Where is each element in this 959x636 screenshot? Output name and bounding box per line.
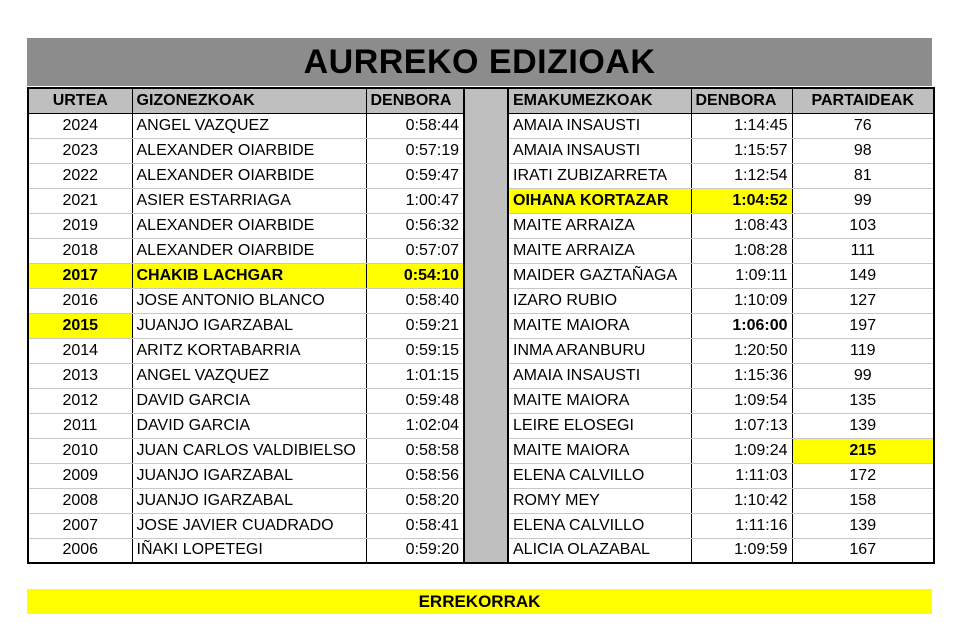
women-time-cell: 1:10:42 — [691, 488, 792, 513]
men-time-cell: 0:59:48 — [366, 388, 464, 413]
men-record-time-cell: 0:54:10 — [366, 263, 464, 288]
women-time-cell: 1:14:45 — [691, 113, 792, 138]
participants-cell: 99 — [792, 188, 934, 213]
column-gap — [464, 263, 508, 288]
column-gap — [464, 288, 508, 313]
header-men-time: DENBORA — [366, 88, 464, 113]
men-time-cell: 0:59:15 — [366, 338, 464, 363]
men-time-cell: 0:58:20 — [366, 488, 464, 513]
men-time-cell: 0:59:20 — [366, 538, 464, 563]
men-winner-cell: ALEXANDER OIARBIDE — [132, 238, 366, 263]
participants-cell: 172 — [792, 463, 934, 488]
women-time-cell: 1:07:13 — [691, 413, 792, 438]
year-cell: 2019 — [28, 213, 132, 238]
men-winner-cell: JOSE JAVIER CUADRADO — [132, 513, 366, 538]
women-winner-cell: ROMY MEY — [508, 488, 691, 513]
header-women: EMAKUMEZKOAK — [508, 88, 691, 113]
women-winner-cell: MAITE MAIORA — [508, 313, 691, 338]
men-winner-cell: JUANJO IGARZABAL — [132, 488, 366, 513]
participants-cell: 127 — [792, 288, 934, 313]
column-gap — [464, 213, 508, 238]
column-gap — [464, 513, 508, 538]
men-record-holder-cell: CHAKIB LACHGAR — [132, 263, 366, 288]
column-gap — [464, 538, 508, 563]
table-row — [28, 463, 934, 488]
men-time-cell: 1:00:47 — [366, 188, 464, 213]
records-bar — [27, 589, 932, 614]
header-men: GIZONEZKOAK — [132, 88, 366, 113]
women-time-cell: 1:11:03 — [691, 463, 792, 488]
year-cell: 2010 — [28, 438, 132, 463]
men-winner-cell: ALEXANDER OIARBIDE — [132, 163, 366, 188]
women-time-cell: 1:20:50 — [691, 338, 792, 363]
year-cell: 2007 — [28, 513, 132, 538]
column-gap — [464, 413, 508, 438]
year-cell: 2006 — [28, 538, 132, 563]
column-gap — [464, 88, 508, 113]
women-time-cell: 1:09:11 — [691, 263, 792, 288]
header-participants: PARTAIDEAK — [792, 88, 934, 113]
table-row — [28, 263, 934, 288]
women-time-cell: 1:15:57 — [691, 138, 792, 163]
column-gap — [464, 238, 508, 263]
women-winner-cell: ELENA CALVILLO — [508, 463, 691, 488]
men-time-cell: 0:58:56 — [366, 463, 464, 488]
women-time-cell: 1:12:54 — [691, 163, 792, 188]
participants-cell: 197 — [792, 313, 934, 338]
women-winner-cell: MAITE ARRAIZA — [508, 238, 691, 263]
participants-cell: 139 — [792, 413, 934, 438]
men-time-cell: 1:01:15 — [366, 363, 464, 388]
men-time-cell: 0:58:41 — [366, 513, 464, 538]
men-time-cell: 0:58:58 — [366, 438, 464, 463]
participants-cell: 135 — [792, 388, 934, 413]
column-gap — [464, 438, 508, 463]
header-women-time: DENBORA — [691, 88, 792, 113]
men-winner-cell: ARITZ KORTABARRIA — [132, 338, 366, 363]
year-cell: 2008 — [28, 488, 132, 513]
table-row — [28, 538, 934, 563]
women-time-cell: 1:08:43 — [691, 213, 792, 238]
participants-cell: 98 — [792, 138, 934, 163]
participants-cell: 139 — [792, 513, 934, 538]
column-gap — [464, 363, 508, 388]
men-winner-cell: ALEXANDER OIARBIDE — [132, 213, 366, 238]
women-winner-cell: MAIDER GAZTAÑAGA — [508, 263, 691, 288]
women-winner-cell: ELENA CALVILLO — [508, 513, 691, 538]
column-gap — [464, 188, 508, 213]
table-row — [28, 238, 934, 263]
table-row — [28, 338, 934, 363]
men-winner-cell: ALEXANDER OIARBIDE — [132, 138, 366, 163]
women-time-cell: 1:09:54 — [691, 388, 792, 413]
participants-cell: 103 — [792, 213, 934, 238]
table-row — [28, 288, 934, 313]
table-row — [28, 438, 934, 463]
participants-cell: 119 — [792, 338, 934, 363]
men-time-cell: 1:02:04 — [366, 413, 464, 438]
men-time-cell: 0:57:19 — [366, 138, 464, 163]
year-cell: 2012 — [28, 388, 132, 413]
title-bar — [27, 38, 932, 86]
table-row — [28, 138, 934, 163]
women-winner-cell: LEIRE ELOSEGI — [508, 413, 691, 438]
column-gap — [464, 138, 508, 163]
men-winner-cell: ANGEL VAZQUEZ — [132, 113, 366, 138]
women-winner-cell: MAITE MAIORA — [508, 388, 691, 413]
men-time-cell: 0:56:32 — [366, 213, 464, 238]
year-cell: 2016 — [28, 288, 132, 313]
women-time-cell: 1:09:59 — [691, 538, 792, 563]
men-time-cell: 0:57:07 — [366, 238, 464, 263]
table-row — [28, 363, 934, 388]
participants-cell: 81 — [792, 163, 934, 188]
table-row — [28, 213, 934, 238]
women-winner-cell: MAITE MAIORA — [508, 438, 691, 463]
men-time-cell: 0:58:44 — [366, 113, 464, 138]
women-record-holder-cell: OIHANA KORTAZAR — [508, 188, 691, 213]
women-time-cell: 1:15:36 — [691, 363, 792, 388]
table-row — [28, 513, 934, 538]
year-cell: 2023 — [28, 138, 132, 163]
header-year: URTEA — [28, 88, 132, 113]
women-time-cell: 1:11:16 — [691, 513, 792, 538]
women-winner-cell: INMA ARANBURU — [508, 338, 691, 363]
women-winner-cell: ALICIA OLAZABAL — [508, 538, 691, 563]
men-winner-cell: JUAN CARLOS VALDIBIELSO — [132, 438, 366, 463]
past-editions-table — [27, 87, 935, 564]
year-cell: 2022 — [28, 163, 132, 188]
column-gap — [464, 313, 508, 338]
participants-cell: 99 — [792, 363, 934, 388]
year-cell: 2014 — [28, 338, 132, 363]
table-row — [28, 163, 934, 188]
women-winner-cell: IZARO RUBIO — [508, 288, 691, 313]
page-title: AURREKO EDIZIOAK — [303, 42, 656, 81]
participants-cell: 158 — [792, 488, 934, 513]
women-winner-cell: AMAIA INSAUSTI — [508, 138, 691, 163]
header-row — [28, 88, 934, 113]
participants-record-cell: 215 — [792, 438, 934, 463]
men-time-cell: 0:59:21 — [366, 313, 464, 338]
year-cell: 2011 — [28, 413, 132, 438]
year-cell-highlighted: 2017 — [28, 263, 132, 288]
women-winner-cell: AMAIA INSAUSTI — [508, 363, 691, 388]
women-time-cell: 1:10:09 — [691, 288, 792, 313]
men-time-cell: 0:59:47 — [366, 163, 464, 188]
year-cell: 2021 — [28, 188, 132, 213]
year-cell-highlighted: 2015 — [28, 313, 132, 338]
participants-cell: 111 — [792, 238, 934, 263]
women-winner-cell: IRATI ZUBIZARRETA — [508, 163, 691, 188]
men-winner-cell: ASIER ESTARRIAGA — [132, 188, 366, 213]
year-cell: 2024 — [28, 113, 132, 138]
table-row — [28, 313, 934, 338]
men-winner-cell: ANGEL VAZQUEZ — [132, 363, 366, 388]
column-gap — [464, 338, 508, 363]
men-winner-cell: JUANJO IGARZABAL — [132, 463, 366, 488]
participants-cell: 167 — [792, 538, 934, 563]
column-gap — [464, 113, 508, 138]
year-cell: 2013 — [28, 363, 132, 388]
women-record-time-cell: 1:04:52 — [691, 188, 792, 213]
column-gap — [464, 163, 508, 188]
table-row — [28, 388, 934, 413]
table-row — [28, 188, 934, 213]
men-winner-cell: IÑAKI LOPETEGI — [132, 538, 366, 563]
records-label: ERREKORRAK — [418, 591, 541, 611]
women-time-cell-bold: 1:06:00 — [691, 313, 792, 338]
men-winner-cell: DAVID GARCIA — [132, 413, 366, 438]
column-gap — [464, 463, 508, 488]
table-row — [28, 113, 934, 138]
women-time-cell: 1:09:24 — [691, 438, 792, 463]
column-gap — [464, 488, 508, 513]
men-winner-cell: JUANJO IGARZABAL — [132, 313, 366, 338]
table-row — [28, 488, 934, 513]
women-time-cell: 1:08:28 — [691, 238, 792, 263]
year-cell: 2009 — [28, 463, 132, 488]
year-cell: 2018 — [28, 238, 132, 263]
women-winner-cell: AMAIA INSAUSTI — [508, 113, 691, 138]
column-gap — [464, 388, 508, 413]
men-time-cell: 0:58:40 — [366, 288, 464, 313]
participants-cell: 149 — [792, 263, 934, 288]
men-winner-cell: DAVID GARCIA — [132, 388, 366, 413]
men-winner-cell: JOSE ANTONIO BLANCO — [132, 288, 366, 313]
participants-cell: 76 — [792, 113, 934, 138]
women-winner-cell: MAITE ARRAIZA — [508, 213, 691, 238]
table-row — [28, 413, 934, 438]
